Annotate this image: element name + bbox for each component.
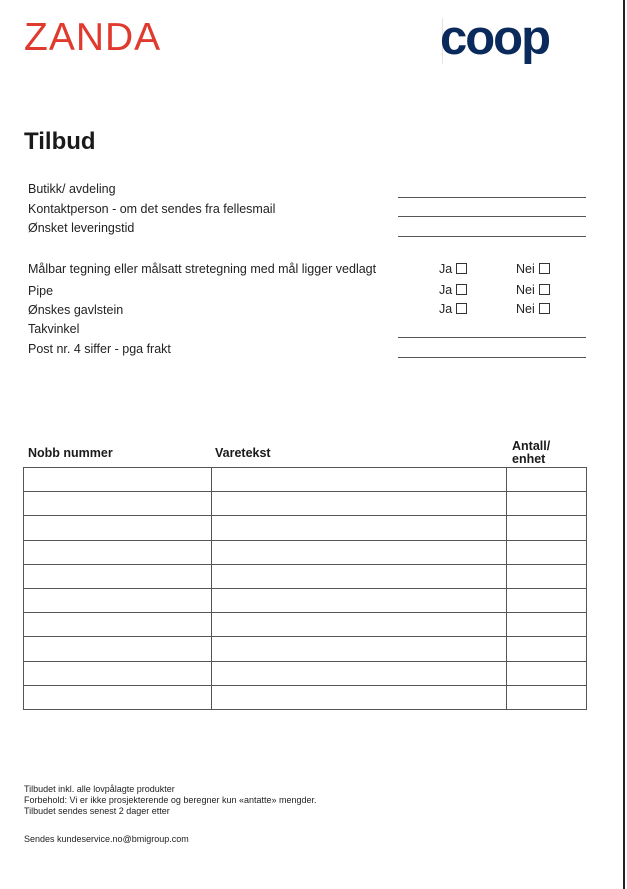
nobb-cell[interactable] [24,613,212,637]
table-row [24,468,587,492]
header-antall: Antall/ [512,439,551,453]
table-row [24,613,587,637]
pipe-yes-option[interactable] [439,282,467,298]
varetekst-cell[interactable] [211,685,506,709]
antall-cell[interactable] [507,540,587,564]
coop-logo: coop [440,11,550,65]
nobb-cell[interactable] [24,540,212,564]
nobb-cell[interactable] [24,516,212,540]
tegning-no-checkbox[interactable] [539,263,550,274]
table-row [24,637,587,661]
varetekst-cell[interactable] [211,588,506,612]
header-nobb-nummer: Nobb nummer [28,446,113,460]
gavlstein-yes-option[interactable] [439,301,467,317]
antall-cell[interactable] [507,564,587,588]
varetekst-cell[interactable] [211,516,506,540]
page-title: Tilbud [24,128,96,155]
footer-note-1: Tilbudet inkl. alle lovpålagte produkter [24,784,175,794]
footer-note-3: Tilbudet sendes senest 2 dager etter [24,806,170,816]
yes-label: Ja [439,302,453,316]
nobb-cell[interactable] [24,685,212,709]
nobb-cell[interactable] [24,564,212,588]
header-enhet: enhet [512,452,546,466]
pipe-no-option[interactable] [516,282,550,298]
antall-cell[interactable] [507,685,587,709]
varetekst-cell[interactable] [211,613,506,637]
butikk-input-line[interactable] [398,197,586,198]
tegning-no-option[interactable] [516,261,550,277]
kontaktperson-input-line[interactable] [398,216,586,217]
varetekst-cell[interactable] [211,468,506,492]
varetekst-cell[interactable] [211,661,506,685]
kontaktperson-label: Kontaktperson - om det sendes fra fellesmail [28,202,276,216]
table-row [24,492,587,516]
table-row [24,588,587,612]
pipe-label: Pipe [28,284,54,298]
table-row [24,661,587,685]
gavlstein-no-checkbox[interactable] [539,303,550,314]
antall-cell[interactable] [507,661,587,685]
order-table [23,467,587,710]
varetekst-cell[interactable] [211,564,506,588]
pipe-no-checkbox[interactable] [539,284,550,295]
nobb-cell[interactable] [24,492,212,516]
footer-contact: Sendes kundeservice.no@bmigroup.com [24,834,189,844]
nobb-cell[interactable] [24,661,212,685]
antall-cell[interactable] [507,516,587,540]
butikk-label: Butikk/ avdeling [28,182,116,196]
no-label: Nei [516,302,535,316]
no-label: Nei [516,262,535,276]
takvinkel-input-line[interactable] [398,337,586,338]
antall-cell[interactable] [507,588,587,612]
varetekst-cell[interactable] [211,492,506,516]
zanda-logo: ZANDA [24,16,162,59]
footer-note-2: Forbehold: Vi er ikke prosjekterende og beregner kun «antatte» mengder. [24,795,317,805]
table-row [24,540,587,564]
yes-label: Ja [439,283,453,297]
postnr-label: Post nr. 4 siffer - pga frakt [28,342,171,356]
postnr-input-line[interactable] [398,357,586,358]
table-row [24,516,587,540]
nobb-cell[interactable] [24,637,212,661]
table-row [24,685,587,709]
leveringstid-label: Ønsket leveringstid [28,221,135,235]
table-row [24,564,587,588]
antall-cell[interactable] [507,613,587,637]
antall-cell[interactable] [507,492,587,516]
gavlstein-yes-checkbox[interactable] [456,303,467,314]
header-varetekst: Varetekst [215,446,271,460]
nobb-cell[interactable] [24,468,212,492]
tegning-label: Målbar tegning eller målsatt stretegning med mål ligger vedlagt [28,262,377,276]
gavlstein-label: Ønskes gavlstein [28,303,124,317]
antall-cell[interactable] [507,637,587,661]
varetekst-cell[interactable] [211,540,506,564]
leveringstid-input-line[interactable] [398,236,586,237]
antall-cell[interactable] [507,468,587,492]
tegning-yes-option[interactable] [439,261,467,277]
varetekst-cell[interactable] [211,637,506,661]
yes-label: Ja [439,262,453,276]
no-label: Nei [516,283,535,297]
gavlstein-no-option[interactable] [516,301,550,317]
pipe-yes-checkbox[interactable] [456,284,467,295]
tegning-yes-checkbox[interactable] [456,263,467,274]
takvinkel-label: Takvinkel [28,322,80,336]
nobb-cell[interactable] [24,588,212,612]
